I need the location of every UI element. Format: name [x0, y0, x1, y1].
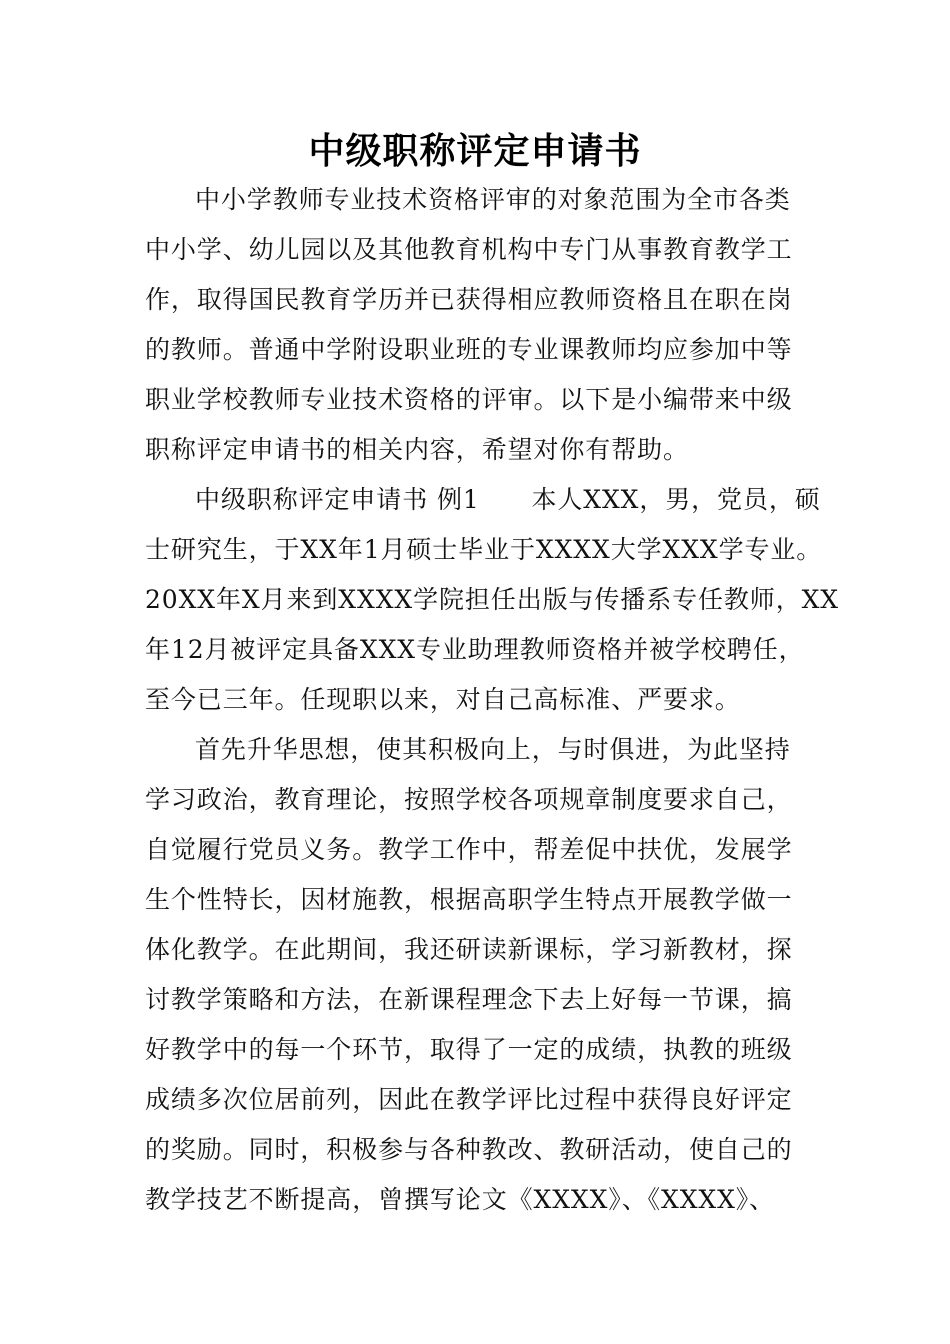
- paragraph-line: 中小学教师专业技术资格评审的对象范围为全市各类: [195, 185, 791, 214]
- paragraph-line: 的奖励。同时，积极参与各种教改、教研活动，使自己的: [145, 1135, 793, 1164]
- paragraph-line: 20XX年X月来到XXXX学院担任出版与传播系专任教师，XX: [145, 585, 839, 614]
- paragraph-line: 好教学中的每一个环节，取得了一定的成绩，执教的班级: [145, 1035, 793, 1064]
- paragraph-line: 至今已三年。任现职以来，对自己高标准、严要求。: [145, 685, 741, 714]
- paragraph-line: 职称评定申请书的相关内容，希望对你有帮助。: [145, 435, 689, 464]
- paragraph-line: 体化教学。在此期间，我还研读新课标，学习新教材，探: [145, 935, 793, 964]
- paragraph-line: 教学技艺不断提高，曾撰写论文《XXXX》、《XXXX》、: [145, 1185, 776, 1214]
- paragraph-line: 年12月被评定具备XXX专业助理教师资格并被学校聘任，: [145, 635, 805, 664]
- paragraph-line: 生个性特长，因材施教，根据高职学生特点开展教学做一: [145, 885, 793, 914]
- paragraph-line: 中小学、幼儿园以及其他教育机构中专门从事教育教学工: [145, 235, 793, 264]
- paragraph-line: 讨教学策略和方法，在新课程理念下去上好每一节课，搞: [145, 985, 793, 1014]
- paragraph-line: 学习政治，教育理论，按照学校各项规章制度要求自己，: [145, 785, 793, 814]
- document-title: 中级职称评定申请书: [308, 131, 642, 172]
- paragraph-line: 自觉履行党员义务。教学工作中，帮差促中扶优，发展学: [145, 835, 793, 864]
- paragraph-line: 的教师。普通中学附设职业班的专业课教师均应参加中等: [145, 335, 793, 364]
- paragraph-line: 首先升华思想，使其积极向上，与时俱进，为此坚持: [195, 735, 791, 764]
- paragraph-line: 成绩多次位居前列，因此在教学评比过程中获得良好评定: [145, 1085, 793, 1114]
- paragraph-line: 士研究生，于XX年1月硕士毕业于XXXX大学XXX学专业。: [145, 535, 823, 564]
- paragraph-line: 中级职称评定申请书 例1 本人XXX，男，党员，硕: [195, 485, 821, 514]
- paragraph-line: 职业学校教师专业技术资格的评审。以下是小编带来中级: [145, 385, 793, 414]
- paragraph-line: 作，取得国民教育学历并已获得相应教师资格且在职在岗: [145, 285, 793, 314]
